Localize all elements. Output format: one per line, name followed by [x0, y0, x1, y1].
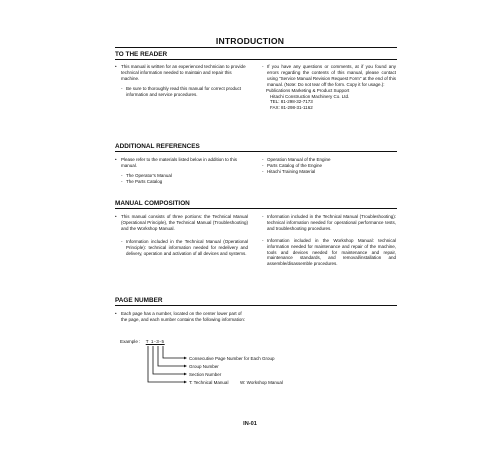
composition-right-column: [262, 214, 396, 267]
composition-left-dash: - Information included in the Technical Manual (Operational Principle): technical information needed for redelivery and delivery, operation and activation of all devices and systems.: [121, 239, 248, 257]
title-rule: [115, 47, 397, 48]
publications-company: Hitachi Construction Machinery Co. Ltd.: [270, 93, 350, 99]
legend-technical: T: Technical Manual: [189, 379, 229, 385]
example-line: [120, 339, 165, 344]
pointer-line-consecutive: [163, 346, 184, 358]
legend-workshop: W: Workshop Manual: [240, 379, 283, 385]
section-rule-reader: [115, 59, 397, 60]
reference-item: - The Parts Catalog: [121, 179, 248, 185]
composition-right-dash-1: - Information included in the Technical Manual (Troubleshooting): technical information needed for operational performance tests, and troubleshooting procedures.: [262, 214, 396, 232]
composition-right-dash-2: - Information included in the Workshop Manual: technical information needed for maintenance and repair of the machine, tools and devices needed for maintenance and repair, maintenance standards, and removal/installation and assemble/disassemble procedures.: [262, 238, 396, 268]
section-heading-page-number: PAGE NUMBER: [115, 297, 163, 304]
references-left-column: [115, 157, 248, 185]
section-heading-references: ADDITIONAL REFERENCES: [115, 143, 200, 150]
legend-consecutive: Consecutive Page Number for Each Group: [189, 355, 275, 361]
legend-section: Section Number: [189, 371, 222, 377]
composition-left-column: [115, 214, 248, 256]
reader-left-column: [115, 64, 248, 98]
page-number-bullet: • Each page has a number, located on the center lower part of the page, and each number contains the following information:: [115, 311, 248, 323]
section-heading-reader: TO THE READER: [115, 51, 168, 58]
reader-right-column: [262, 64, 396, 111]
composition-left-bullet: • This manual consists of three portions: the Technical Manual (Operational Principle), the Technical Manual (Troubleshooting) and the Workshop Manual.: [115, 214, 248, 232]
example-label: Example :: [120, 339, 141, 344]
reader-left-bullet: • This manual is written for an experienced technician to provide technical information needed to maintain and repair this machine.: [115, 64, 248, 82]
page-number-column: [115, 311, 248, 323]
example-code: T 1-3-5: [145, 339, 165, 344]
publications-fax: FAX: 81-298-31-1162: [270, 105, 313, 111]
references-right-column: [262, 157, 396, 175]
section-rule-page-number: [115, 305, 397, 306]
arrow-head: [184, 373, 187, 376]
page-title: INTRODUCTION: [215, 36, 285, 46]
page-number-footer: IN-01: [243, 421, 257, 427]
pointer-line-technical: [148, 346, 184, 382]
arrow-head: [184, 365, 187, 368]
reader-left-dash: - Be sure to thoroughly read this manual for correct product information and service procedures.: [121, 86, 248, 98]
pointer-line-group: [158, 346, 184, 366]
publications-tel: TEL: 81-298-32-7173: [270, 99, 313, 105]
publications-line: Publications Marketing & Product Support: [266, 87, 350, 93]
section-rule-references: [115, 151, 397, 152]
section-rule-composition: [115, 208, 397, 209]
arrow-head: [184, 357, 187, 360]
reference-item: - The Operator's Manual: [121, 173, 248, 179]
arrow-head: [184, 381, 187, 384]
pointer-line-section: [153, 346, 184, 374]
reference-item: - Parts Catalog of the Engine: [262, 163, 396, 169]
reader-right-bullet: - If you have any questions or comments, at if you found any errors regarding the contents of this manual, please contact using "Service Manual Revision Request Form" at the end of this manual. (Note: Do not tear off the form. Copy it for usage.):: [262, 64, 396, 88]
section-heading-composition: MANUAL COMPOSITION: [115, 200, 190, 207]
references-left-bullet: • Please refer to the materials listed below in addition to this manual.: [115, 157, 248, 169]
legend-group: Group Number: [189, 363, 219, 369]
reference-item: - Hitachi Training Material: [262, 169, 396, 175]
reference-item: - Operation Manual of the Engine: [262, 157, 396, 163]
